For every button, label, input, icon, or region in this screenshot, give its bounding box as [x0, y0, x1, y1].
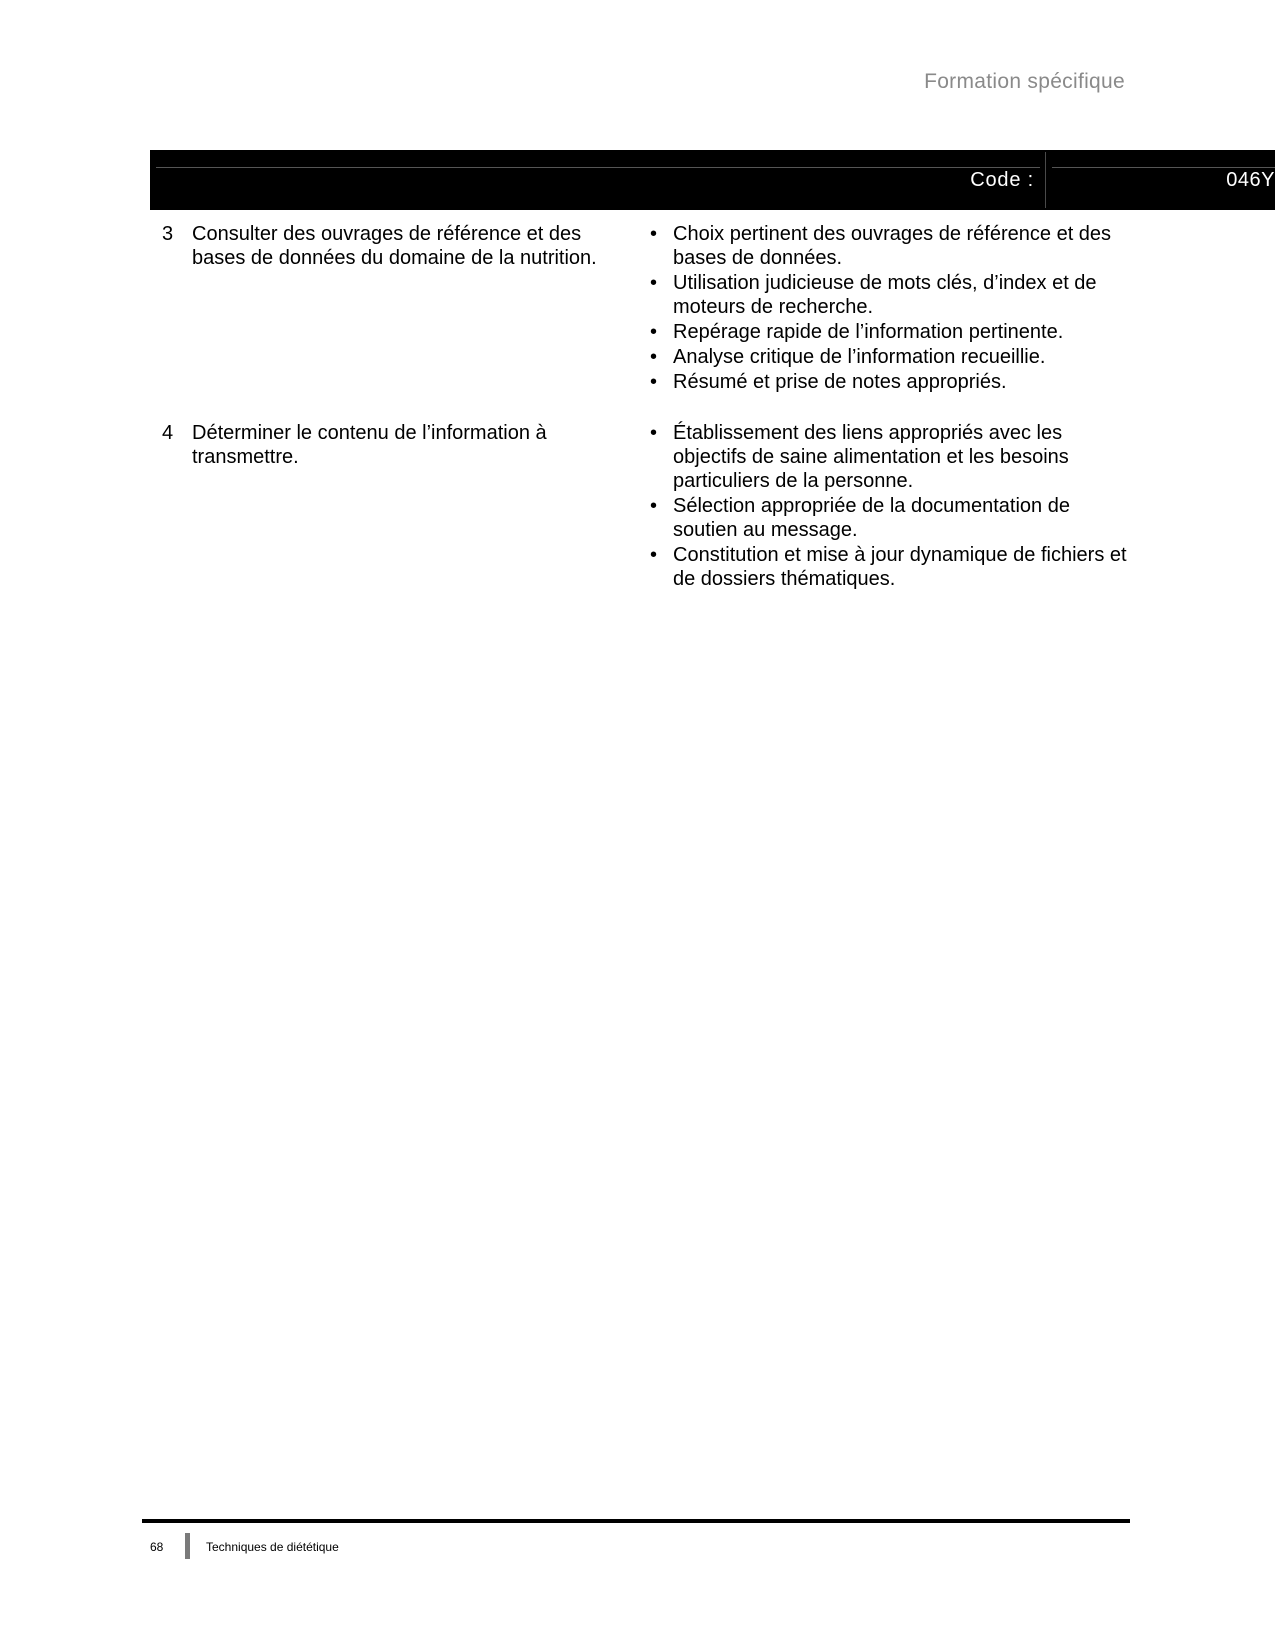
criteria-list	[647, 222, 1137, 394]
code-value: 046Y	[1226, 169, 1275, 191]
element-text: Déterminer le contenu de l’information à transmettre.	[192, 422, 547, 468]
criteria-item: • Constitution et mise à jour dynamique de fichiers et de dossiers thématiques.	[647, 543, 1137, 591]
footer-page-number: 68	[150, 1540, 164, 1554]
code-bar	[150, 150, 1275, 210]
footer-title: Techniques de diététique	[206, 1540, 339, 1554]
code-label: Code :	[970, 169, 1034, 191]
competency-table	[150, 222, 1140, 618]
criteria-item: • Résumé et prise de notes appropriés.	[647, 370, 1137, 394]
criteria-item: • Analyse critique de l’information recueillie.	[647, 345, 1137, 369]
element-text: Consulter des ouvrages de référence et des bases de données du domaine de la nutrition.	[192, 223, 597, 269]
criteria-item: • Repérage rapide de l’information pertinente.	[647, 320, 1137, 344]
criteria-cell	[640, 421, 1137, 592]
criteria-item: • Établissement des liens appropriés avec les objectifs de saine alimentation et les besoins particuliers de la personne.	[647, 421, 1137, 493]
element-cell	[150, 222, 640, 395]
criteria-item: • Utilisation judicieuse de mots clés, d’index et de moteurs de recherche.	[647, 271, 1137, 319]
table-row	[150, 222, 1140, 395]
footer-separator	[185, 1533, 190, 1559]
criteria-list	[647, 421, 1137, 591]
footer-rule	[142, 1519, 1130, 1523]
element-number: 4	[162, 422, 174, 444]
running-header: Formation spécifique	[924, 70, 1125, 93]
code-bar-rule	[156, 167, 1040, 168]
criteria-cell	[640, 222, 1137, 395]
criteria-item: • Sélection appropriée de la documentation de soutien au message.	[647, 494, 1137, 542]
table-row	[150, 421, 1140, 592]
code-bar-value-rule	[1052, 167, 1275, 168]
element-cell	[150, 421, 640, 592]
element-number: 3	[162, 223, 174, 245]
criteria-item: • Choix pertinent des ouvrages de référence et des bases de données.	[647, 222, 1137, 270]
code-bar-separator	[1045, 152, 1046, 208]
